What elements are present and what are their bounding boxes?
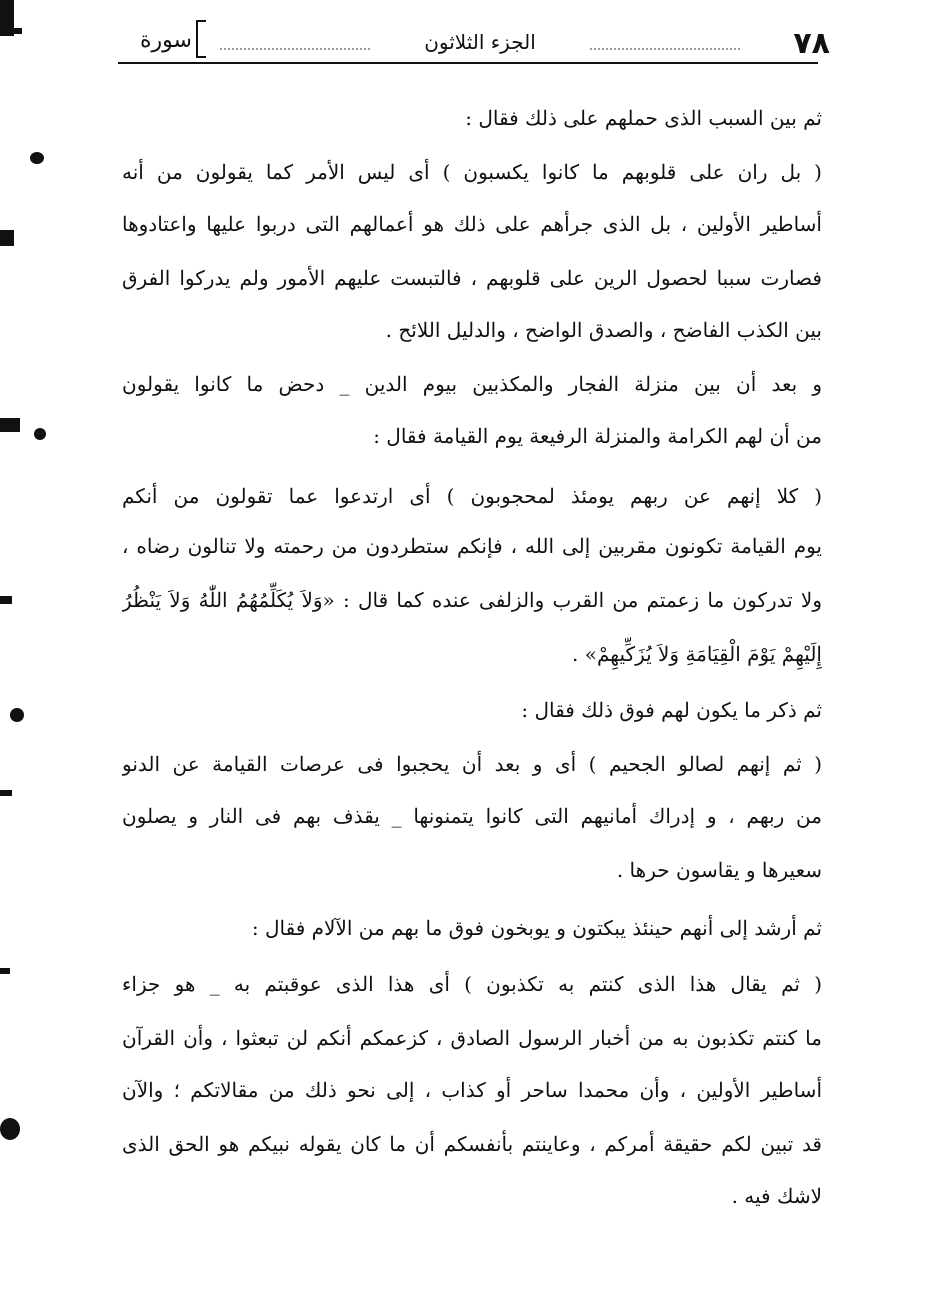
text-line: ( بل ران على قلوبهم ما كانوا يكسبون ) أى ليس الأمر كما يقولون من أنه [122,160,822,184]
text-line: ( كلا إنهم عن ربهم يومئذ لمحجوبون ) أى ارتدعوا عما تقولون من أنكم [122,484,822,508]
text-line: من ربهم ، و إدراك أمانيهم التى كانوا يتمنونها _ يقذف بهم فى النار و يصلون [122,804,822,828]
text-line: ثم بين السبب الذى حملهم على ذلك فقال : [465,106,822,130]
page-number: ٧٨ [793,26,830,61]
scan-artifact [0,230,14,246]
text-line: فصارت سببا لحصول الرين على قلوبهم ، فالتبست عليهم الأمور ولم يدركوا الفرق [122,266,822,290]
surah-label: سورة [140,28,192,53]
surah-bracket [196,20,206,58]
running-title: الجزء الثلاثون [424,30,536,54]
text-line: قد تبين لكم حقيقة أمركم ، وعاينتم بأنفسكم أن ما كان يقوله نبيكم هو الحق الذى [122,1132,822,1156]
text-line: بين الكذب الفاضح ، والصدق الواضح ، والدليل اللائح . [385,318,822,342]
scan-artifact [0,1118,20,1140]
text-line: ما كنتم تكذبون به من أخبار الرسول الصادق ، كزعمكم أنكم لن تبعثوا ، وأن القرآن [122,1026,822,1050]
scan-artifact [0,968,10,974]
text-line: من أن لهم الكرامة والمنزلة الرفيعة يوم القيامة فقال : [373,424,822,448]
text-line: سعيرها و يقاسون حرها . [616,858,822,882]
header-rule [118,62,818,64]
scan-artifact [0,28,22,34]
text-line: لاشك فيه . [731,1184,822,1208]
text-line: ثم أرشد إلى أنهم حينئذ يبكتون و يوبخون فوق ما بهم من الآلام فقال : [251,916,822,940]
running-header [0,18,940,68]
header-dotted-leader [220,48,370,52]
text-line: و بعد أن بين منزلة الفجار والمكذبين بيوم الدين _ دحض ما كانوا يقولون [122,372,822,396]
scan-artifact [0,790,12,796]
text-line: ولا تدركون ما زعمتم من القرب والزلفى عنده كما قال : «وَلاَ يُكَلِّمُهُمُ اللّٰهُ وَلاَ يَنْظُرُ [122,588,822,612]
text-line: ( ثم يقال هذا الذى كنتم به تكذبون ) أى هذا الذى عوقبتم به _ هو جزاء [122,972,822,996]
text-line: إِلَيْهِمْ يَوْمَ الْقِيَامَةِ وَلاَ يُزَكِّيهِمْ» . [572,642,822,666]
text-line: ثم ذكر ما يكون لهم فوق ذلك فقال : [521,698,822,722]
header-dotted-leader [590,48,740,52]
scan-artifact [0,418,20,432]
scan-artifact [0,596,12,604]
scan-artifact [34,428,46,440]
scan-artifact [30,152,44,164]
text-line: يوم القيامة تكونون مقربين إلى الله ، فإنكم ستطردون من رحمته ولا تنالون رضاه ، [122,534,822,558]
scan-artifact [10,708,24,722]
text-line: أساطير الأولين ، بل الذى جرأهم على ذلك هو أعمالهم التى دربوا عليها واعتادوها [122,212,822,236]
text-line: ( ثم إنهم لصالو الجحيم ) أى و بعد أن يحجبوا فى عرصات القيامة عن الدنو [122,752,822,776]
text-line: أساطير الأولين ، وأن محمدا ساحر أو كذاب ، إلى نحو ذلك من مقالاتكم ؛ والآن [122,1078,822,1102]
